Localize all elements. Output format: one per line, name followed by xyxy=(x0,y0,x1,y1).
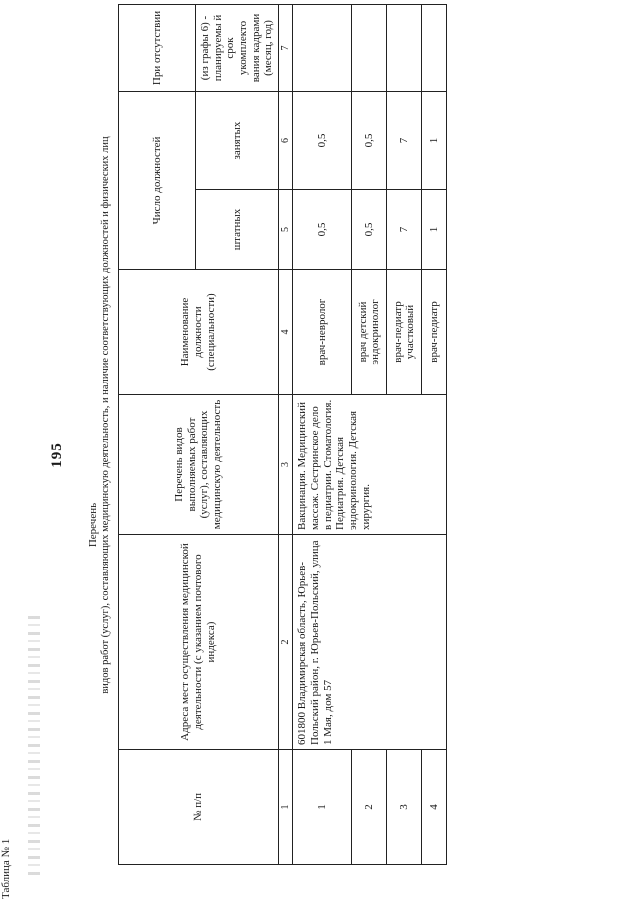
position-cell: врач-педиатр участковый xyxy=(387,270,422,395)
absence-cell xyxy=(352,4,387,91)
position-cell: врач детский эндокринолог xyxy=(352,270,387,395)
position-cell: врач-педиатр xyxy=(422,270,447,395)
col-header-address: Адреса мест осуществления медицинской деятельности (с указанием почтового индекса) xyxy=(119,535,279,750)
table-label: Таблица № 1 xyxy=(0,838,12,899)
occupied-cell: 1 xyxy=(422,91,447,189)
column-number: 1 xyxy=(278,750,293,865)
column-number: 7 xyxy=(278,4,293,91)
column-number: 2 xyxy=(278,535,293,750)
column-number: 5 xyxy=(278,190,293,270)
page-number: 195 xyxy=(49,442,65,468)
row-number: 3 xyxy=(387,750,422,865)
absence-cell xyxy=(387,4,422,91)
absence-cell xyxy=(293,4,352,91)
column-number: 3 xyxy=(278,395,293,535)
col-header-num: № п/п xyxy=(119,750,279,865)
col-header-position: Наименование должности (специальности) xyxy=(119,270,279,395)
staff-cell: 1 xyxy=(422,190,447,270)
table-row xyxy=(293,4,352,864)
scan-noise xyxy=(28,615,40,875)
row-number: 2 xyxy=(352,750,387,865)
column-number-row xyxy=(278,4,293,864)
occupied-cell: 0,5 xyxy=(352,91,387,189)
works-cell: Вакцинация. Медицинский массаж. Сестринское дело в педиатрии. Стоматология. Педиатрия. Детская эндокринология. Детская хирургия. xyxy=(293,395,447,535)
occupied-cell: 7 xyxy=(387,91,422,189)
col-header-staff: штатных xyxy=(196,190,279,270)
occupied-cell: 0,5 xyxy=(293,91,352,189)
col-header-absence-sub: (из графы 6) - планируемы й срок укомплекто вания кадрами (месяц, год) xyxy=(196,4,279,91)
absence-cell xyxy=(422,4,447,91)
col-header-occupied: занятых xyxy=(196,91,279,189)
row-number: 1 xyxy=(293,750,352,865)
medical-activity-table xyxy=(118,4,447,865)
column-number: 4 xyxy=(278,270,293,395)
col-header-absence: При отсутствии xyxy=(119,4,196,91)
document-title: Перечень xyxy=(87,502,99,548)
position-cell: врач-невролог xyxy=(293,270,352,395)
row-number: 4 xyxy=(422,750,447,865)
header-row xyxy=(119,4,196,864)
document-subtitle: видов работ (услуг), составляющих медицинскую деятельность, и наличие соответствующих должностей и физических лиц xyxy=(100,136,111,694)
staff-cell: 0,5 xyxy=(352,190,387,270)
column-number: 6 xyxy=(278,91,293,189)
staff-cell: 0,5 xyxy=(293,190,352,270)
col-header-positions-group: Число должностей xyxy=(119,91,196,269)
staff-cell: 7 xyxy=(387,190,422,270)
address-cell: 601800 Владимирская область, Юрьев-Польский район, г. Юрьев-Польский, улица 1 Мая, дом 57 xyxy=(293,535,447,750)
col-header-works: Перечень видов выполняемых работ (услуг), составляющих медицинскую деятельность xyxy=(119,395,279,535)
